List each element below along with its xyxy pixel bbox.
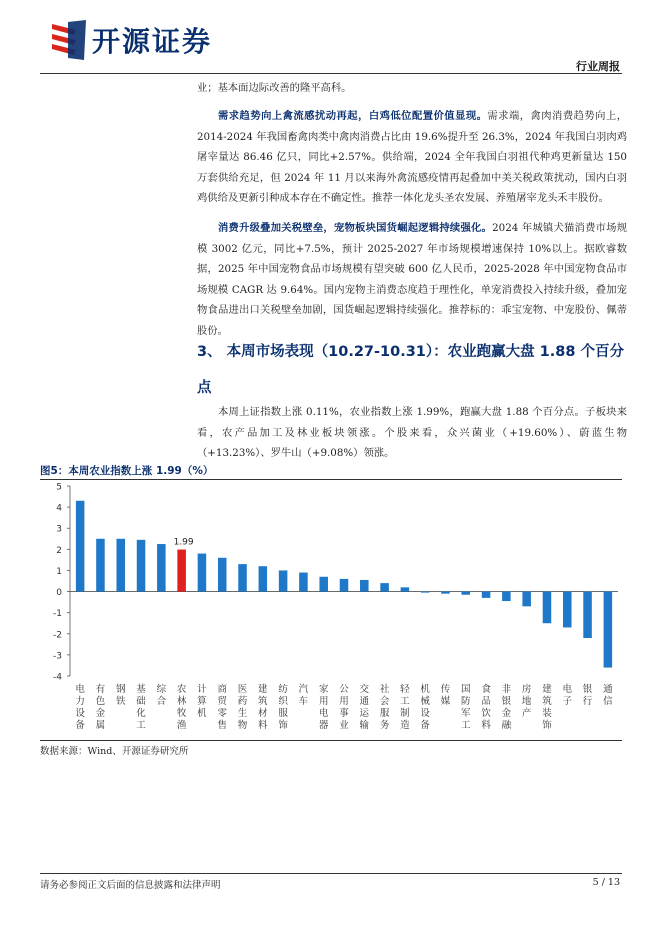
bar-钢铁: [116, 539, 125, 592]
y-tick-label: 1: [56, 566, 62, 577]
bar-食品饮料: [482, 592, 491, 598]
bar-基础化工: [137, 540, 146, 592]
page-number: 5 / 13: [592, 877, 620, 888]
paragraph-poultry-text: 需求端，禽肉消费趋势向上，2014-2024 年我国畜禽肉类中禽肉消费占比由 19.6%提升至 26.3%，2024 年我国白羽肉鸡屠宰量达 86.46 亿只，同比+2.57%。供给端，2024 全年我国白羽祖代种鸡更新量达 150 万套供给充足，但 2024 年 11 月以来海外禽流感疫情再起叠加中美关税政策扰动，国内白羽鸡供给及更新引种成本存在不确定性。推荐一体化龙头圣农发展、养殖屠宰龙头禾丰股份。: [197, 110, 628, 204]
footer-disclaimer: 请务必参阅正文后面的信息披露和法律声明: [40, 880, 221, 891]
x-tick-label: 汽车: [298, 684, 309, 707]
bars: [76, 501, 612, 668]
x-tick-label: 纺织服饰: [278, 684, 288, 731]
paragraph-poultry: [197, 106, 627, 209]
bar-国防军工: [462, 592, 471, 595]
x-axis-labels: [75, 683, 613, 731]
x-tick-label: 电力设备: [75, 684, 85, 731]
figure-title: 图5：本周农业指数上涨 1.99（%）: [40, 465, 214, 477]
x-tick-label: 家用电器: [318, 684, 329, 731]
bar-房地产: [522, 592, 531, 607]
x-tick-label: 通信: [603, 684, 613, 707]
bar-医药生物: [238, 564, 247, 591]
paragraph-pet: [197, 218, 627, 341]
paragraph-market: 本周上证指数上涨 0.11%，农业指数上涨 1.99%，跑赢大盘 1.88 个百分点。子板块来看，农产品加工及林业板块领涨。个股来看，众兴菌业（+19.60%）、蔚蓝生物（+13.23%）、罗牛山（+9.08%）领涨。: [197, 406, 627, 459]
bar-轻工制造: [401, 587, 410, 591]
y-tick-label: -4: [53, 672, 62, 683]
bar-银行: [583, 592, 592, 638]
bar-公用事业: [340, 579, 349, 592]
bar-纺织服饰: [279, 570, 288, 591]
footer-divider: [40, 873, 622, 874]
bar-农林牧渔: [177, 550, 186, 592]
bar-电子: [563, 592, 572, 628]
x-tick-label: 房地产: [521, 684, 532, 719]
logo-mark-icon: [52, 20, 86, 60]
data-source: 数据来源：Wind、开源证券研究所: [40, 746, 189, 757]
x-tick-label: 计算机: [197, 684, 207, 719]
section-title: 3、 本周市场表现（10.27-10.31）：农业跑赢大盘 1.88 个百分点: [197, 344, 625, 396]
x-tick-label: 商贸零售: [217, 684, 227, 731]
y-tick-label: 2: [56, 545, 62, 556]
x-tick-label: 建筑材料: [258, 684, 268, 731]
paragraph-0: 业；基本面边际改善的隆平高科。: [197, 82, 352, 94]
bar-交通运输: [360, 580, 369, 592]
bar-有色金属: [96, 539, 105, 592]
x-tick-label: 有色金属: [95, 684, 106, 731]
paragraph-pet-text: 2024 年城镇犬猫消费市场规模 3002 亿元，同比+7.5%，预计 2025-2027 年市场规模增速保持 10%以上。据欧睿数据，2025 年中国宠物食品市场规模有望突破 600 亿人民币，2025-2028 年中国宠物食品市场规模 CAGR 达 9.64%。国内宠物主消费态度趋于理性化，单宠消费投入持续升级，叠加宠物食品进出口关税壁垒加剧，国货崛起逻辑持续强化。推荐标的：乖宝宠物、中宠股份、佩蒂股份。: [197, 222, 627, 337]
x-tick-label: 非银金融: [501, 684, 512, 731]
x-tick-label: 交通运输: [359, 684, 370, 731]
bar-家用电器: [319, 577, 328, 592]
source-divider: [40, 740, 622, 741]
bar-建筑装饰: [543, 592, 552, 624]
bar-社会服务: [380, 583, 389, 591]
bar-综合: [157, 544, 166, 592]
x-tick-label: 电子: [562, 684, 573, 707]
y-tick-label: 4: [56, 503, 62, 514]
x-tick-label: 综合: [156, 684, 167, 707]
x-tick-label: 银行: [582, 684, 593, 707]
x-tick-label: 传媒: [440, 684, 451, 707]
bar-chart: [40, 480, 622, 738]
y-tick-label: -3: [53, 651, 62, 662]
y-tick-label: 3: [56, 524, 62, 535]
y-tick-label: 5: [56, 482, 62, 493]
bar-商贸零售: [218, 558, 227, 592]
bar-计算机: [198, 554, 207, 592]
y-tick-label: 0: [56, 588, 62, 599]
bar-建筑材料: [259, 566, 268, 591]
bar-机械设备: [421, 592, 430, 593]
paragraph-poultry-heading: 需求趋势向上禽流感扰动再起，白鸡低位配置价值显现。: [218, 110, 488, 122]
header-divider: [40, 73, 622, 74]
report-type: 行业周报: [576, 60, 620, 73]
y-tick-label: -2: [53, 630, 62, 641]
brand-name: 开源证券: [92, 25, 213, 58]
bar-汽车: [299, 573, 308, 592]
x-tick-label: 食品饮料: [481, 684, 491, 731]
bar-传媒: [441, 592, 450, 594]
x-tick-label: 建筑装饰: [542, 684, 552, 731]
x-tick-label: 国防军工: [461, 684, 471, 731]
bar-非银金融: [502, 592, 511, 602]
bar-value-label: 1.99: [173, 537, 194, 548]
x-tick-label: 医药生物: [237, 684, 248, 731]
paragraph-pet-heading: 消费升级叠加关税壁垒，宠物板块国货崛起逻辑持续强化。: [218, 222, 493, 234]
x-tick-label: 机械设备: [420, 684, 430, 731]
x-tick-label: 轻工制造: [400, 684, 410, 731]
bar-电力设备: [76, 501, 85, 592]
x-tick-label: 社会服务: [379, 684, 390, 731]
x-tick-label: 基础化工: [136, 684, 146, 731]
x-tick-label: 农林牧渔: [176, 684, 187, 731]
bar-通信: [604, 592, 613, 668]
x-tick-label: 钢铁: [115, 684, 126, 707]
x-tick-label: 公用事业: [339, 684, 349, 731]
y-tick-label: -1: [53, 609, 62, 620]
